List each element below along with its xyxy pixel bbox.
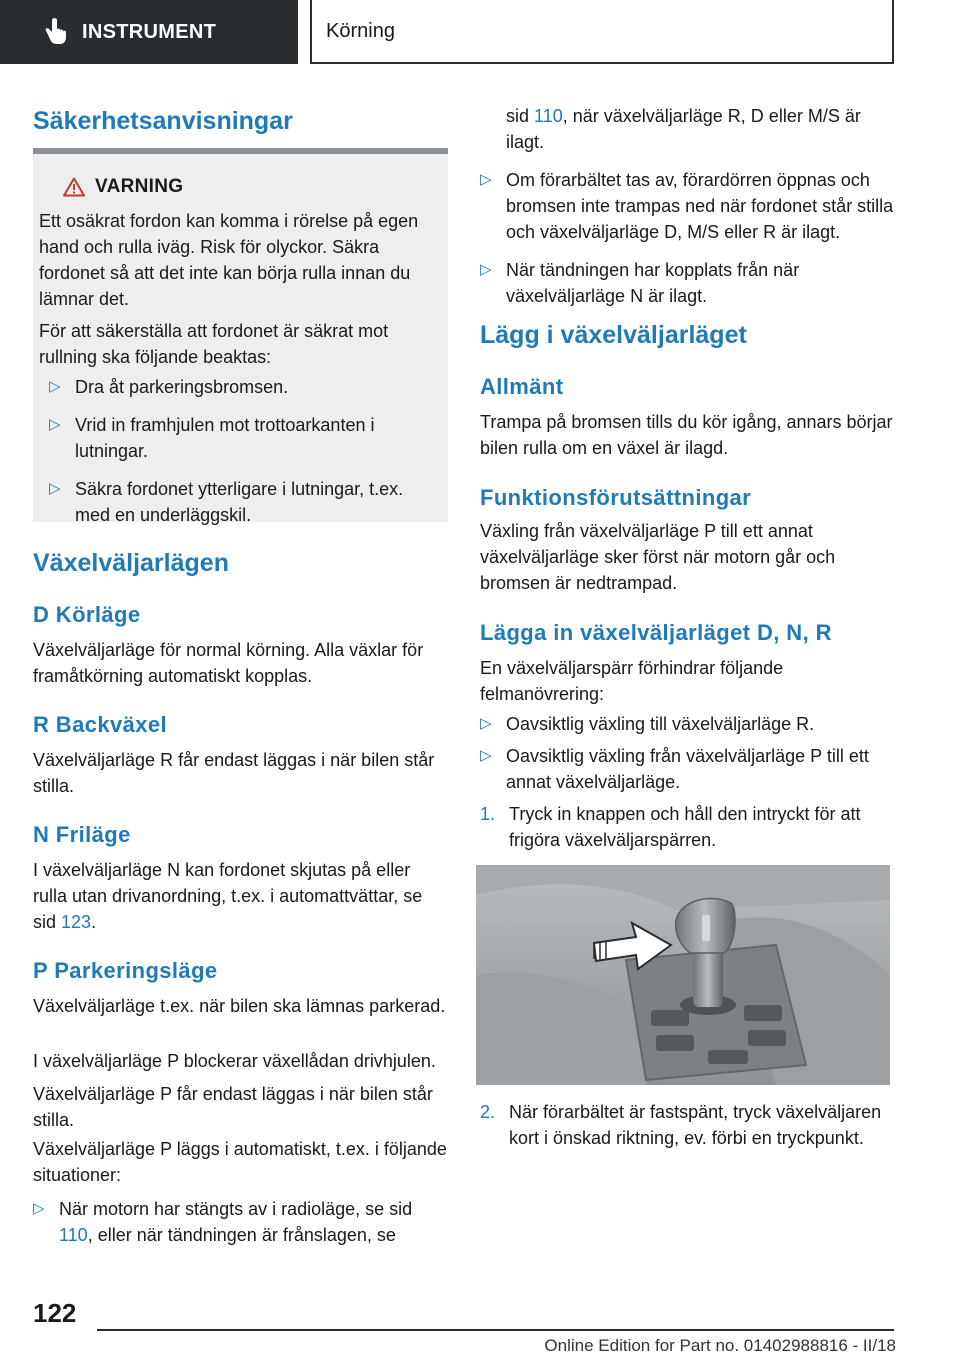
page-header (0, 0, 960, 66)
text-n: I växelväljarläge N kan fordonet skjutas på eller rulla utan drivanordning, t.ex. i automattvättar, se sid 123. (33, 860, 423, 932)
page-link[interactable]: 110 (59, 1225, 88, 1245)
heading-engage: Lägg i växelväljarläget (480, 321, 747, 349)
step-2 (480, 1099, 895, 1151)
warning-bullet-list (33, 374, 438, 528)
warning-box (33, 148, 448, 525)
text-engage-dnr: En växelväljarspärr förhindrar följande felmanövrering: (480, 658, 784, 704)
warning-text-2: För att säkerställa att fordonet är säkrat mot rullning ska följande beaktas: (39, 321, 389, 367)
warning-label: VARNING (95, 176, 184, 197)
warning-title (63, 176, 183, 198)
section-label: INSTRUMENT (82, 20, 217, 43)
footer-divider (97, 1329, 894, 1331)
list-item-continued: sid 110, när växelväljarläge R, D eller M/S är ilagt. (506, 106, 861, 152)
heading-p: P Parkeringsläge (33, 958, 218, 983)
step-number: 1. (480, 804, 496, 824)
heading-r: R Backväxel (33, 712, 168, 737)
list-item: ▷ Oavsiktlig växling till växelväljarläge R. (464, 711, 895, 737)
page-link[interactable]: 110 (534, 106, 563, 126)
step-number: 2. (480, 1102, 496, 1122)
text-general: Trampa på bromsen tills du kör igång, annars börjar bilen rulla om en växel är ilagd. (480, 412, 893, 458)
bullet-triangle-icon: ▷ (33, 1200, 45, 1217)
page-link[interactable]: 123 (61, 912, 92, 932)
heading-engage-dnr: Lägga in växelväljarläget D, N, R (480, 620, 832, 645)
text-p-1: Växelväljarläge t.ex. när bilen ska lämnas parkerad. (33, 996, 446, 1016)
text-p-2: I växelväljarläge P blockerar växellådan drivhjulen. (33, 1051, 436, 1071)
engage-bullet-list (464, 711, 895, 795)
bullet-triangle-icon: ▷ (480, 171, 492, 188)
step-1 (480, 801, 895, 853)
chapter-label: Körning (326, 19, 395, 42)
bullet-triangle-icon: ▷ (49, 378, 61, 395)
heading-positions: Växelväljarlägen (33, 549, 229, 577)
heading-requirements: Funktionsförutsättningar (480, 485, 752, 510)
chapter-tab (310, 0, 894, 64)
heading-safety: Säkerhetsanvisningar (33, 107, 293, 135)
text-d: Växelväljarläge för normal körning. Alla växlar för framåtkörning automatiskt kopplas. (33, 640, 424, 686)
bullet-triangle-icon: ▷ (480, 261, 492, 278)
list-item: ▷ Säkra fordonet ytterligare i lutningar, t.ex. med en underläggskil. (33, 476, 438, 528)
text-p-3: Växelväljarläge P får endast läggas i när bilen står stilla. (33, 1084, 433, 1130)
hand-pointer-icon (40, 17, 70, 47)
page-number: 122 (33, 1298, 77, 1328)
bullet-triangle-icon: ▷ (480, 715, 492, 732)
list-item: ▷ Om förarbältet tas av, förardörren öppnas och bromsen inte trampas ned när fordonet står stilla och växelväljarläge D, M/S eller R är ilagt. (464, 167, 895, 245)
section-tab (0, 0, 298, 64)
list-item: 2. När förarbältet är fastspänt, tryck växelväljaren kort i önskad riktning, ev. förbi en tryckpunkt. (480, 1099, 895, 1151)
list-item: 1. Tryck in knappen och håll den intryckt för att frigöra växelväljarspärren. (480, 801, 895, 853)
p-bullet-list (17, 1196, 448, 1248)
right-bullet-list-top (464, 103, 895, 309)
list-item: ▷ När tändningen har kopplats från när växelväljarläge N är ilagt. (464, 257, 895, 309)
text-r: Växelväljarläge R får endast läggas i när bilen står stilla. (33, 750, 435, 796)
warning-triangle-icon (63, 177, 85, 197)
bullet-triangle-icon: ▷ (480, 747, 492, 764)
list-item: ▷ Dra åt parkeringsbromsen. (33, 374, 438, 400)
heading-d: D Körläge (33, 602, 141, 627)
edition-note: Online Edition for Part no. 01402988816 - II/18 (544, 1336, 896, 1355)
bullet-triangle-icon: ▷ (49, 416, 61, 433)
bullet-triangle-icon: ▷ (49, 480, 61, 497)
gear-selector-illustration (476, 865, 890, 1085)
heading-n: N Friläge (33, 822, 131, 847)
list-item: ▷ Oavsiktlig växling från växelväljarläge P till ett annat växelväljarläge. (464, 743, 895, 795)
list-item: ▷ När motorn har stängts av i radioläge, se sid 110, eller när tändningen är frånslagen, se (17, 1196, 448, 1248)
text-p-4: Växelväljarläge P läggs i automatiskt, t.ex. i följande situationer: (33, 1139, 447, 1185)
heading-general: Allmänt (480, 374, 564, 399)
list-item: ▷ Vrid in framhjulen mot trottoarkanten i lutningar. (33, 412, 438, 464)
warning-text-1: Ett osäkrat fordon kan komma i rörelse på egen hand och rulla iväg. Risk för olyckor. Säkra fordonet så att det inte kan börja rulla innan du lämnar det. (39, 211, 419, 309)
text-requirements: Växling från växelväljarläge P till ett annat växelväljarläge sker först när motorn går och bromsen är nedtrampad. (480, 521, 836, 593)
